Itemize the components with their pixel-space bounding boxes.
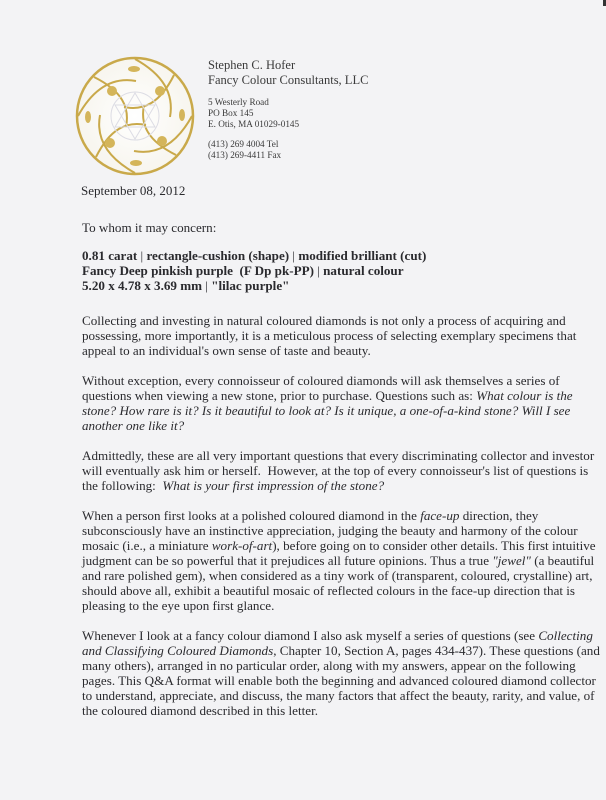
gold-filigree-rosette-logo-icon [74, 55, 196, 177]
italic-questions: What colour is the stone? How rare is it? Is it beautiful to look at? Is it unique, a one-of-a-kind stone? Will I see another one like it? [82, 387, 573, 433]
paragraph-text: direction, they subconsciously have an instinctive appreciation, judging the beauty and harmony of the colour mosaic (i.e., a miniature [82, 507, 578, 553]
spec-separator: | [313, 263, 324, 279]
spec-carat: 0.81 carat [82, 248, 138, 263]
italic-term: "jewel" [492, 552, 531, 568]
letter-date: September 08, 2012 [81, 183, 186, 198]
spec-cut: modified brilliant (cut) [298, 248, 427, 263]
paragraph-2 [82, 373, 602, 433]
paragraph-text: , Chapter 10, Section A, pages 434-437). These questions (and many others), arranged in no particular order, along with my answers, appear on the following pages. This Q&A format will enable both the beginning and advanced coloured diamond collector to understand, appreciate, and discuss, the many factors that affect the beauty, rarity, and value, of the coloured diamond described in this letter. [82, 642, 600, 718]
salutation: To whom it may concern: [82, 220, 217, 235]
address-line: PO Box 145 [208, 108, 254, 118]
address-line: 5 Westerly Road [208, 97, 269, 107]
sender-name: Stephen C. Hofer [208, 58, 296, 72]
paragraph-text: (a beautiful and rare polished gem), when considered as a tiny work of (transparent, coloured, crystalline) art, should above all, exhibit a beautiful mosaic of reflected colours in the face-up direction that is pleasing to the eye upon first glance. [82, 552, 595, 613]
address-line: E. Otis, MA 01029-0145 [208, 119, 300, 129]
spec-line-1 [82, 248, 602, 263]
italic-term: face-up [420, 507, 460, 523]
spec-line-2 [82, 263, 602, 278]
paragraph-text: Admittedly, these are all very important questions that every discriminating collector and investor will eventually ask him or herself. However, at the top of every connoisseur's list of questions is the following: [82, 447, 598, 493]
italic-question: What is your first impression of the stone? [162, 477, 385, 493]
letterhead [208, 58, 368, 161]
letter-body [82, 220, 602, 733]
spec-separator: | [289, 248, 299, 263]
paragraph-text: Whenever I look at a fancy colour diamond I also ask myself a series of questions (see [82, 627, 539, 643]
spec-shape: rectangle-cushion (shape) [146, 248, 290, 263]
spec-dimensions: 5.20 x 4.78 x 3.69 mm [82, 278, 203, 294]
paragraph-5 [82, 628, 602, 718]
diamond-specs [82, 248, 602, 294]
paragraph-4 [82, 508, 602, 613]
spec-line-3 [82, 278, 602, 293]
paragraph-3 [82, 448, 602, 493]
spec-origin: natural colour [323, 263, 404, 279]
italic-term: work-of-art [211, 537, 273, 553]
address-block [208, 97, 368, 130]
fax-line: (413) 269-4411 Fax [208, 150, 282, 160]
spec-nickname: "lilac purple" [211, 278, 290, 294]
book-title: Collecting and Classifying Coloured Diamonds [82, 627, 593, 658]
spec-separator: | [137, 248, 147, 263]
spec-colour-grade: Fancy Deep pinkish purple (F Dp pk-PP) [82, 263, 314, 279]
company-name: Fancy Colour Consultants, LLC [208, 73, 369, 87]
spec-separator: | [202, 278, 212, 294]
paragraph-text: ), before going on to consider other details. This first intuitive judgment can be so powerful that it prejudices all future opinions. Thus a true [82, 537, 596, 568]
phone-block [208, 139, 368, 161]
phone-line: (413) 269 4004 Tel [208, 139, 279, 149]
paragraph-text: Without exception, every connoisseur of coloured diamonds will ask themselves a series of questions when viewing a new stone, prior to purchase. Questions such as: [82, 372, 560, 403]
paragraph-text: When a person first looks at a polished coloured diamond in the [82, 507, 421, 523]
paragraph-1: Collecting and investing in natural coloured diamonds is not only a process of acquiring and possessing, more importantly, it is a meticulous process of selecting exemplary specimens that appeal to an individual's own sense of taste and beauty. [82, 312, 577, 358]
